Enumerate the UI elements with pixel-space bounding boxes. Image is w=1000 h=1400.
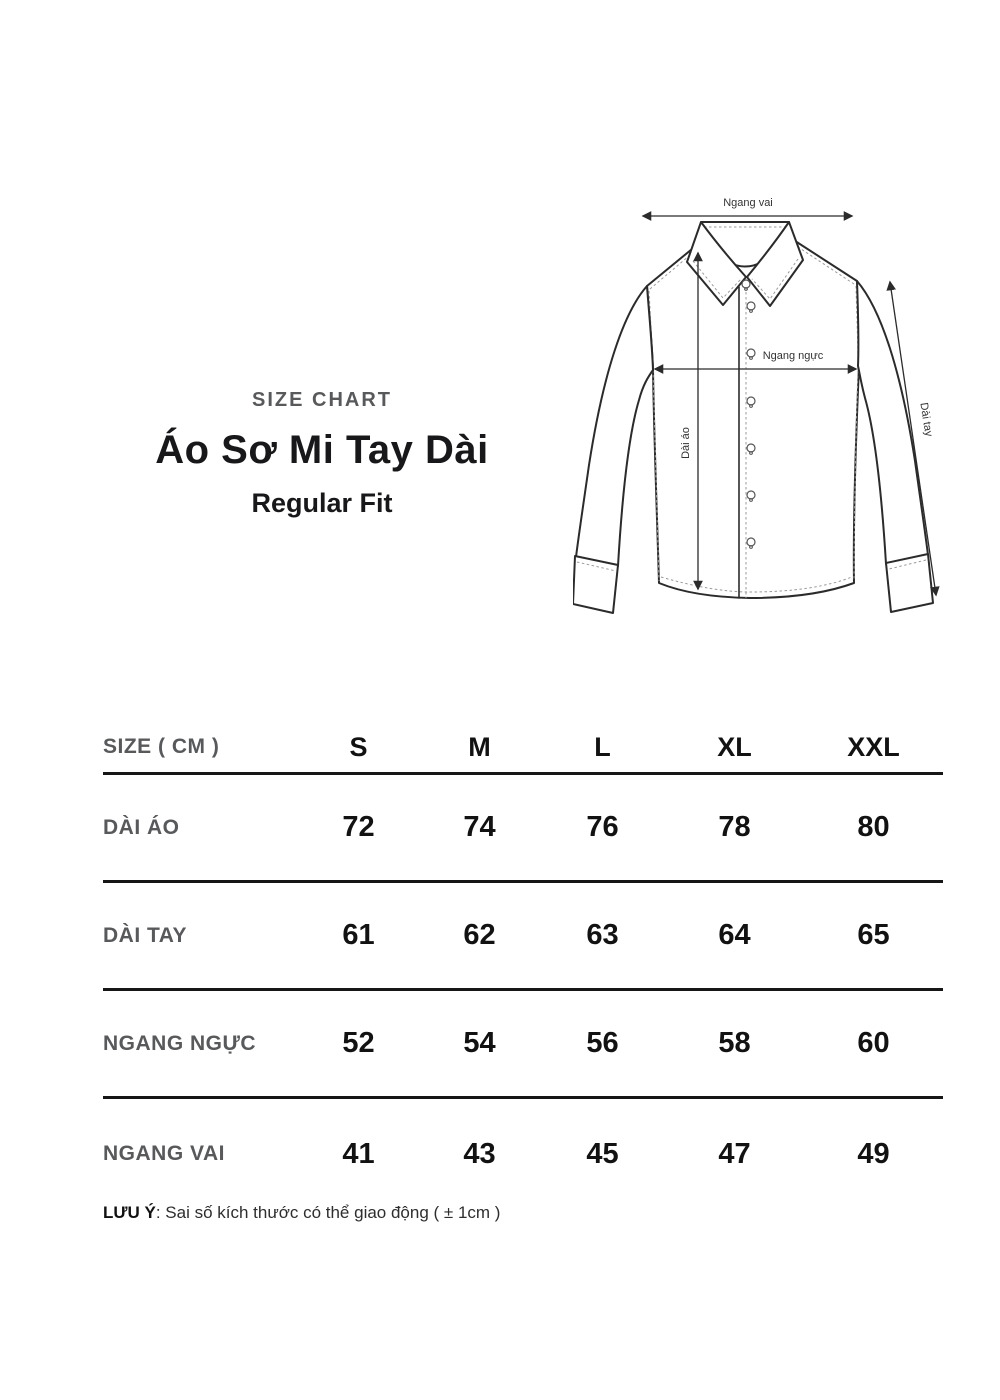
row-label: NGANG VAI — [103, 1142, 225, 1165]
cell-value: 41 — [342, 1137, 375, 1170]
shirt-measurement-diagram — [573, 185, 965, 625]
sleeve-length-label: Dài tay — [917, 401, 935, 438]
column-header-xl: XL — [717, 731, 752, 762]
cell-value: 49 — [857, 1137, 890, 1170]
cell-value: 62 — [463, 919, 496, 951]
shirt-sketch — [573, 185, 965, 625]
cell-value: 56 — [586, 1027, 619, 1059]
size-table-header-row — [103, 722, 943, 775]
size-chart-eyebrow: SIZE CHART — [252, 389, 392, 411]
cell-value: 76 — [586, 811, 619, 843]
cell-value: 74 — [463, 811, 496, 843]
table-row-ngang-nguc — [103, 991, 943, 1099]
cell-value: 52 — [342, 1027, 375, 1059]
row-label: DÀI TAY — [103, 923, 188, 947]
size-unit-label: SIZE ( CM ) — [103, 735, 220, 758]
size-table — [103, 722, 943, 1209]
cell-value: 54 — [463, 1027, 496, 1059]
row-label: DÀI ÁO — [103, 815, 180, 839]
cell-value: 78 — [718, 811, 751, 843]
shoulder-width-label: Ngang vai — [723, 197, 773, 209]
table-row-dai-ao — [103, 775, 943, 883]
cell-value: 64 — [718, 919, 751, 951]
chest-width-label: Ngang ngực — [762, 350, 824, 362]
cell-value: 60 — [857, 1027, 890, 1059]
left-cuff — [573, 556, 618, 613]
cell-value: 65 — [857, 919, 890, 951]
table-row-dai-tay — [103, 883, 943, 991]
body-length-label: Dài áo — [680, 427, 692, 459]
fit-subtitle: Regular Fit — [251, 488, 393, 518]
tolerance-note-text: : Sai số kích thước có thể giao động ( ± 1cm ) — [155, 1203, 501, 1222]
cell-value: 47 — [718, 1137, 751, 1170]
cell-value: 61 — [342, 919, 375, 951]
cell-value: 43 — [463, 1137, 496, 1170]
cell-value: 72 — [342, 811, 375, 843]
column-header-xxl: XXL — [847, 731, 900, 762]
cell-value: 80 — [857, 811, 890, 843]
column-header-m: M — [468, 731, 491, 762]
left-sleeve — [576, 286, 653, 566]
table-row-ngang-vai — [103, 1099, 943, 1209]
column-header-l: L — [594, 731, 611, 762]
tolerance-note-prefix: LƯU Ý — [103, 1203, 156, 1222]
right-cuff — [886, 554, 933, 612]
row-label: NGANG NGỰC — [103, 1031, 257, 1055]
cell-value: 63 — [586, 919, 619, 951]
cell-value: 45 — [586, 1137, 619, 1170]
cell-value: 58 — [718, 1027, 751, 1059]
column-header-s: S — [349, 731, 368, 762]
tolerance-note — [103, 1203, 500, 1223]
product-header — [97, 388, 547, 518]
product-title: Áo Sơ Mi Tay Dài — [155, 428, 489, 472]
right-sleeve — [857, 281, 928, 564]
